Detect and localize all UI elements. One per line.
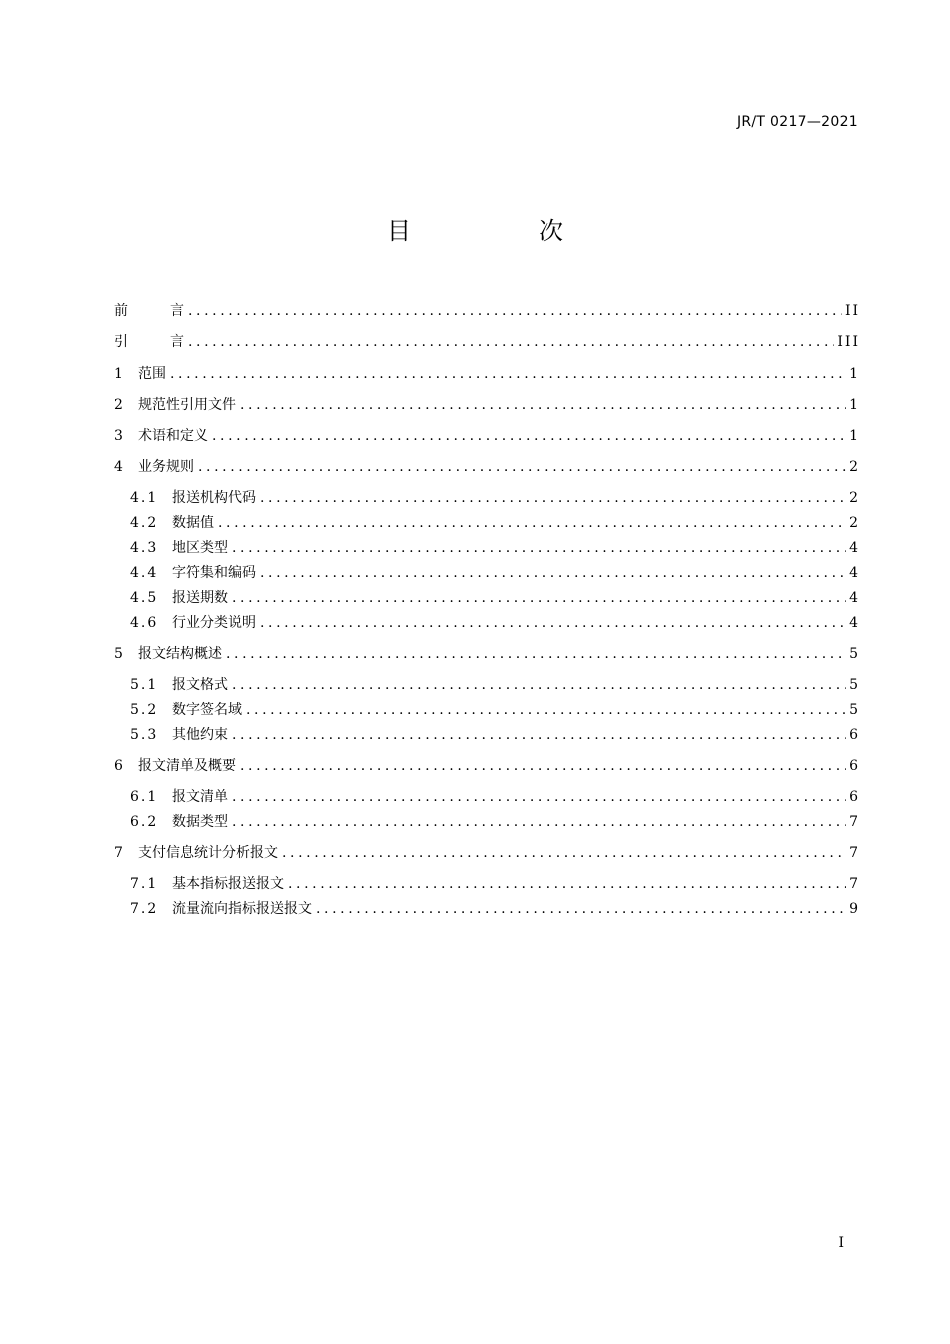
toc-entry-label: 范围 (138, 366, 166, 382)
toc-dot-leader (246, 700, 846, 720)
toc-entry-label: 报文清单 (172, 789, 228, 805)
toc-entry-section-4-6[interactable] (130, 613, 860, 633)
toc-entry-label-part: 前 (114, 303, 128, 319)
toc-entry-label: 报文结构概述 (138, 646, 222, 662)
toc-entry-section-7-1[interactable] (130, 874, 860, 894)
toc-entry-page: 1 (849, 397, 860, 413)
toc-entry-number: 1 (114, 366, 123, 382)
toc-entry-page: 5 (849, 702, 860, 718)
toc-entry-label-part: 引 (114, 334, 128, 350)
toc-entry-number: 2 (114, 397, 123, 413)
toc-entry-section-6-2[interactable] (130, 812, 860, 832)
toc-entry-label: 术语和定义 (138, 428, 208, 444)
toc-entry-number: 4.5 (130, 590, 159, 606)
toc-entry-page: 9 (849, 901, 860, 917)
toc-entry-page: II (844, 303, 860, 319)
toc-entry-label (114, 301, 184, 321)
toc-entry-page: 1 (849, 366, 860, 382)
toc-entry-section-4-3[interactable] (130, 538, 860, 558)
toc-entry-foreword[interactable] (114, 301, 860, 321)
toc-entry-label: 字符集和编码 (172, 565, 256, 581)
toc-entry-number: 3 (114, 428, 123, 444)
toc-dot-leader (260, 488, 846, 508)
toc-entry-page: 5 (849, 646, 860, 662)
toc-entry-label-part: 言 (170, 303, 184, 319)
toc-entry-page: 7 (849, 845, 860, 861)
toc-entry-number: 4.4 (130, 565, 159, 581)
toc-dot-leader (240, 756, 846, 776)
toc-dot-leader (282, 843, 846, 863)
toc-entry-number: 7.1 (130, 876, 159, 892)
toc-entry-page: 4 (849, 615, 860, 631)
toc-entry-label: 数字签名域 (172, 702, 242, 718)
toc-entry-page: 4 (849, 565, 860, 581)
toc-dot-leader (170, 364, 846, 384)
toc-dot-leader (232, 538, 846, 558)
toc-entry-page: 6 (849, 789, 860, 805)
toc-entry-page: 1 (849, 428, 860, 444)
toc-entry-label: 规范性引用文件 (138, 397, 236, 413)
toc-dot-leader (188, 301, 842, 321)
toc-entry-number: 6.1 (130, 789, 159, 805)
toc-entry-section-4-5[interactable] (130, 588, 860, 608)
toc-entry-label: 数据类型 (172, 814, 228, 830)
toc-entry-number: 7.2 (130, 901, 159, 917)
page-title: 目 次 (387, 217, 615, 245)
toc-entry-label: 数据值 (172, 515, 214, 531)
toc-entry-page: 5 (849, 677, 860, 693)
toc-entry-number: 4.1 (130, 490, 159, 506)
toc-entry-label: 其他约束 (172, 727, 228, 743)
toc-entry-section-3[interactable] (114, 426, 860, 446)
toc-entry-section-5[interactable] (114, 644, 860, 664)
toc-entry-number: 4 (114, 459, 123, 475)
toc-entry-page: 2 (849, 459, 860, 475)
toc-entry-number: 5.2 (130, 702, 159, 718)
toc-entry-section-7[interactable] (114, 843, 860, 863)
toc-entry-label: 行业分类说明 (172, 615, 256, 631)
toc-dot-leader (232, 812, 846, 832)
toc-entry-page: 7 (849, 876, 860, 892)
toc-entry-section-1[interactable] (114, 364, 860, 384)
toc-entry-label: 业务规则 (138, 459, 194, 475)
toc-entry-label: 报送期数 (172, 590, 228, 606)
toc-entry-number: 5.1 (130, 677, 159, 693)
toc-entry-section-5-1[interactable] (130, 675, 860, 695)
toc-entry-page: 4 (849, 590, 860, 606)
toc-dot-leader (260, 613, 846, 633)
toc-entry-page: 6 (849, 727, 860, 743)
toc-entry-number: 4.6 (130, 615, 159, 631)
toc-dot-leader (226, 644, 846, 664)
toc-entry-page: 2 (849, 515, 860, 531)
toc-entry-number: 4.3 (130, 540, 159, 556)
toc-entry-number: 5.3 (130, 727, 159, 743)
toc-dot-leader (218, 513, 846, 533)
toc-entry-number: 6.2 (130, 814, 159, 830)
toc-dot-leader (260, 563, 846, 583)
toc-entry-section-4[interactable] (114, 457, 860, 477)
toc-entry-label-part: 言 (170, 334, 184, 350)
toc-entry-label: 报文清单及概要 (138, 758, 236, 774)
toc-entry-page: 7 (849, 814, 860, 830)
toc-dot-leader (316, 899, 846, 919)
toc-dot-leader (212, 426, 846, 446)
toc-entry-page: 6 (849, 758, 860, 774)
toc-entry-number: 6 (114, 758, 123, 774)
toc-entry-section-4-4[interactable] (130, 563, 860, 583)
toc-entry-label: 流量流向指标报送报文 (172, 901, 312, 917)
header-standard-code: JR/T 0217—2021 (736, 114, 858, 130)
toc-entry-number: 5 (114, 646, 123, 662)
toc-entry-section-4-2[interactable] (130, 513, 860, 533)
toc-dot-leader (232, 725, 846, 745)
toc-dot-leader (198, 457, 846, 477)
toc-entry-label: 报文格式 (172, 677, 228, 693)
page-number: I (838, 1235, 844, 1251)
toc-entry-section-2[interactable] (114, 395, 860, 415)
toc-dot-leader (240, 395, 846, 415)
toc-entry-number: 7 (114, 845, 123, 861)
toc-entry-section-5-3[interactable] (130, 725, 860, 745)
toc-dot-leader (288, 874, 846, 894)
toc-entry-label: 报送机构代码 (172, 490, 256, 506)
toc-entry-label: 地区类型 (172, 540, 228, 556)
toc-entry-page: 4 (849, 540, 860, 556)
toc-entry-label: 基本指标报送报文 (172, 876, 284, 892)
toc-entry-page: III (837, 334, 860, 350)
toc-entry-section-6-1[interactable] (130, 787, 860, 807)
toc-entry-section-5-2[interactable] (130, 700, 860, 720)
toc-entry-section-4-1[interactable] (130, 488, 860, 508)
toc-dot-leader (232, 675, 846, 695)
toc-entry-label (114, 332, 184, 352)
toc-entry-section-7-2[interactable] (130, 899, 860, 919)
toc-entry-number: 4.2 (130, 515, 159, 531)
toc-entry-page: 2 (849, 490, 860, 506)
toc-entry-introduction[interactable] (114, 332, 860, 352)
toc-dot-leader (232, 787, 846, 807)
toc-dot-leader (188, 332, 834, 352)
toc-entry-section-6[interactable] (114, 756, 860, 776)
toc-dot-leader (232, 588, 846, 608)
toc-entry-label: 支付信息统计分析报文 (138, 845, 278, 861)
